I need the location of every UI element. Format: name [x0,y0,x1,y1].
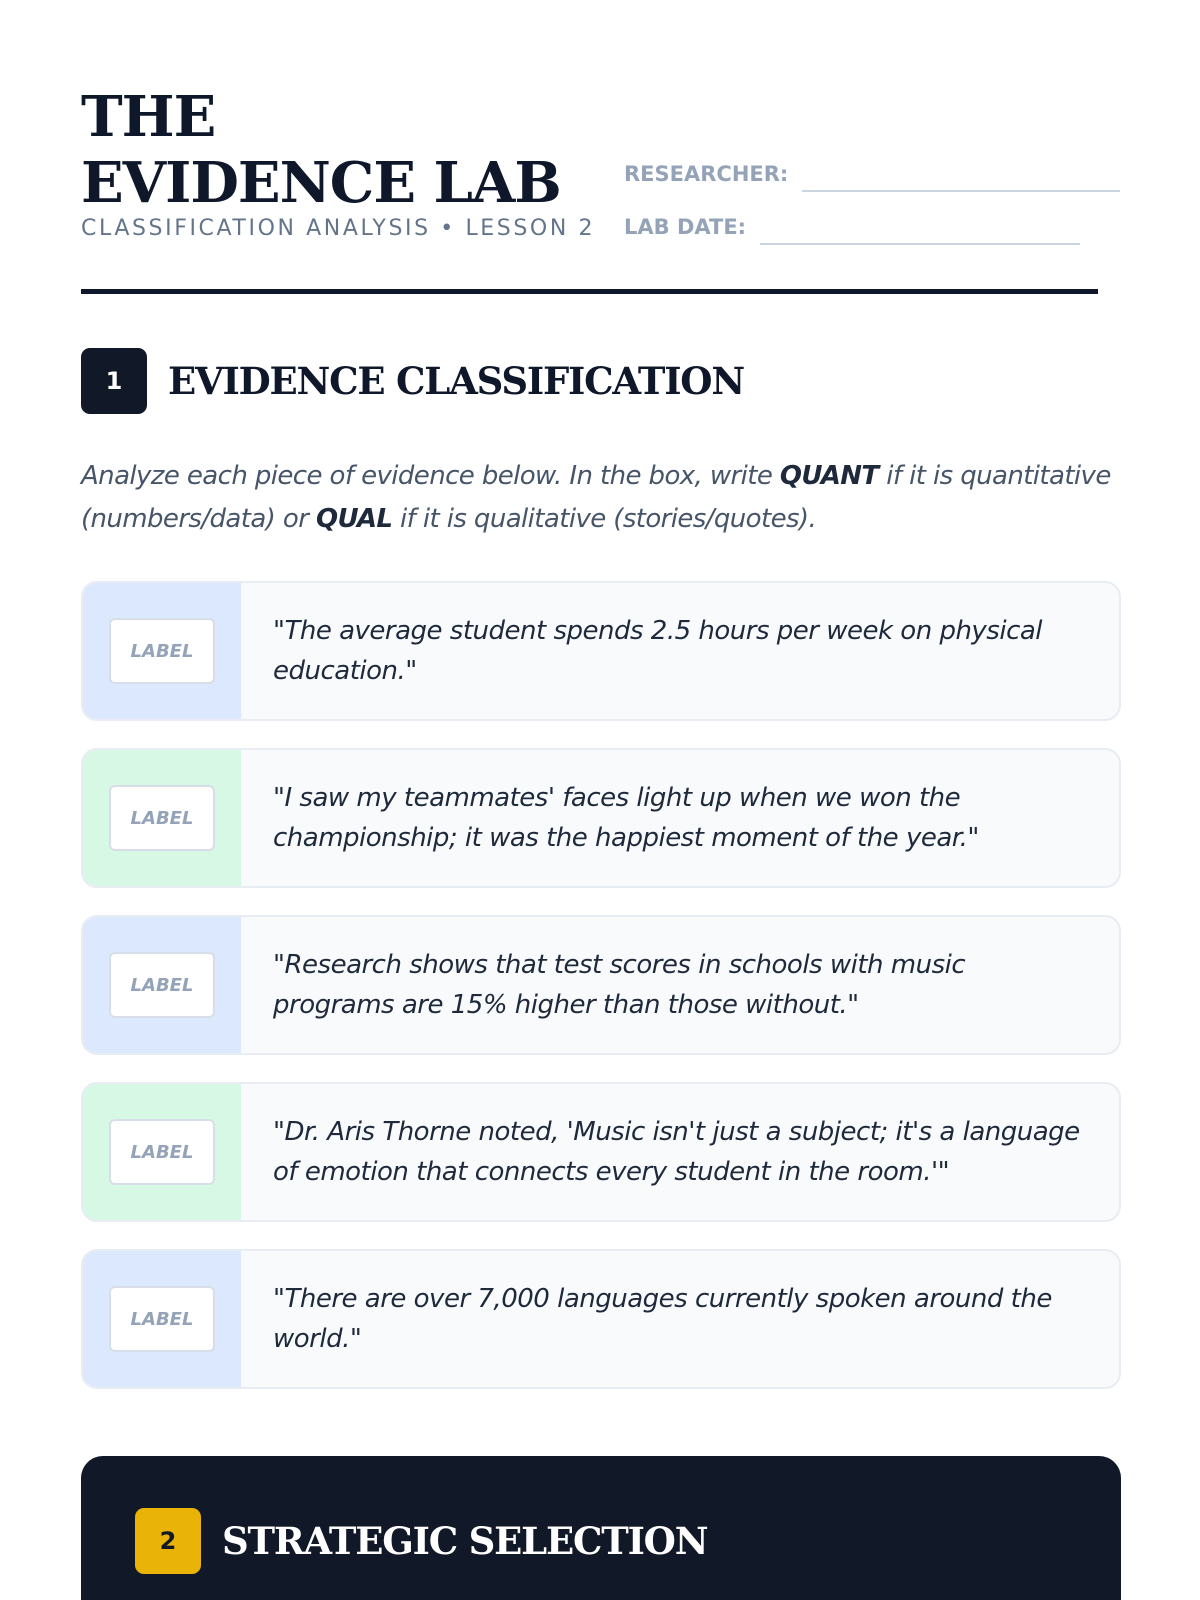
evidence-card [81,581,1121,721]
section-1-heading [81,348,744,414]
section-1-title: EVIDENCE CLASSIFICATION [168,359,744,403]
evidence-card-accent [83,1084,241,1220]
researcher-label: RESEARCHER: [624,162,789,186]
instructions-quant-keyword: QUANT [779,461,879,491]
section-2-heading [135,1508,707,1574]
section-2-number-badge: 2 [135,1508,201,1574]
section-1-instructions [81,455,1121,541]
evidence-card [81,915,1121,1055]
evidence-quote: "The average student spends 2.5 hours per week on physical education." [273,616,1043,686]
evidence-quote: "Research shows that test scores in schools with music programs are 15% higher than those without." [273,950,966,1020]
section-2-panel [81,1456,1121,1600]
evidence-quote: "I saw my teammates' faces light up when we won the championship; it was the happiest moment of the year." [273,783,979,853]
evidence-card-accent [83,1251,241,1387]
instructions-qual-keyword: QUAL [315,504,393,534]
instructions-part-1: Analyze each piece of evidence below. In the box, write [81,461,780,491]
evidence-label-box[interactable]: LABEL [109,785,215,851]
evidence-label-box[interactable]: LABEL [109,1286,215,1352]
evidence-list [81,581,1121,1416]
section-2-title: STRATEGIC SELECTION [222,1519,708,1563]
lab-date-blank-line[interactable] [760,243,1080,245]
lab-date-label: LAB DATE: [624,215,747,239]
evidence-quote: "Dr. Aris Thorne noted, 'Music isn't just a subject; it's a language of emotion that connects every student in the room.'" [273,1117,1080,1187]
evidence-card-accent [83,583,241,719]
evidence-quote: "There are over 7,000 languages currently spoken around the world." [273,1284,1052,1354]
page-title: THE EVIDENCE LAB [81,84,561,216]
evidence-label-box[interactable]: LABEL [109,618,215,684]
page-subtitle: CLASSIFICATION ANALYSIS • LESSON 2 [81,216,596,241]
evidence-label-box[interactable]: LABEL [109,1119,215,1185]
worksheet-header [81,0,1098,294]
instructions-part-3: if it is qualitative (stories/quotes). [392,504,817,534]
evidence-card [81,1249,1121,1389]
evidence-card-accent [83,750,241,886]
evidence-label-box[interactable]: LABEL [109,952,215,1018]
researcher-field [624,160,1120,190]
evidence-card [81,1082,1121,1222]
evidence-card-accent [83,917,241,1053]
researcher-blank-line[interactable] [802,190,1120,192]
instructions-part-2: if it is quantitative (numbers/data) or [81,461,1111,534]
evidence-card [81,748,1121,888]
section-1-number-badge: 1 [81,348,147,414]
lab-date-field [624,213,1080,243]
